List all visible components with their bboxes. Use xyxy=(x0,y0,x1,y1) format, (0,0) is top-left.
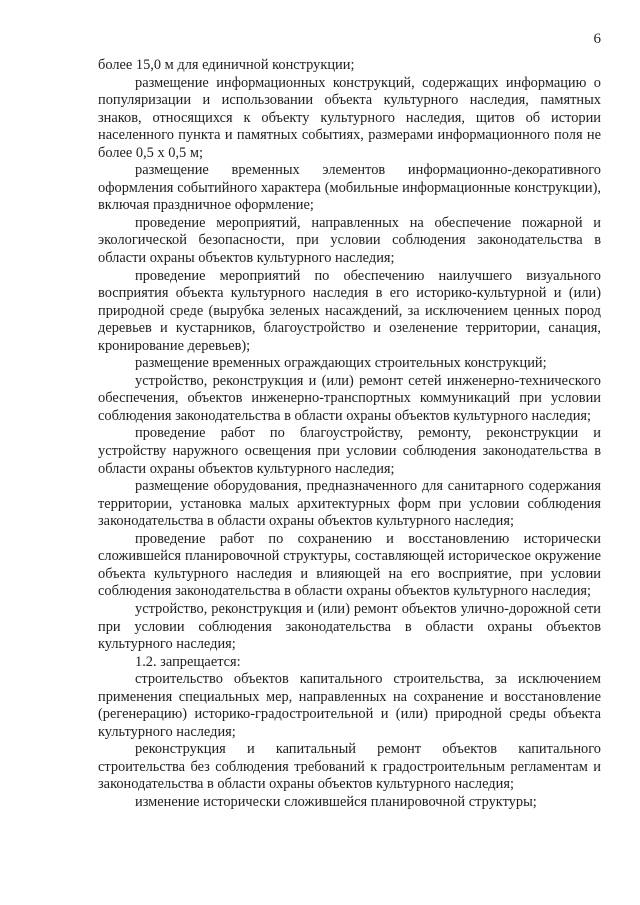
paragraph-reconstruction-repair: реконструкция и капитальный ремонт объектов капитального строительства без соблюдения требований к градостроительным регламентам и законодательства в области охраны объектов культурного наследия; xyxy=(98,741,601,793)
paragraph-fire-ecology-safety: проведение мероприятий, направленных на обеспечение пожарной и экологической безопасности, при условии соблюдения законодательства в области охраны объектов культурного наследия; xyxy=(98,214,601,267)
paragraph-temporary-fences: размещение временных ограждающих строительных конструкций; xyxy=(135,355,547,372)
page-number: 6 xyxy=(593,31,601,47)
paragraph-lighting-works: проведение работ по благоустройству, ремонту, реконструкции и устройству наружного освещения при условии соблюдения законодательства в области охраны объектов культурного наследия; xyxy=(98,425,601,477)
paragraph-temporary-decoration: размещение временных элементов информационно-декоративного оформления событийного характера (мобильные информационные конструкции), включая праздничное оформление; xyxy=(98,162,601,214)
document-body xyxy=(98,57,601,812)
paragraph-planning-structure-restoration: проведение работ по сохранению и восстановлению исторически сложившейся планировочной структуры, составляющей историческое окружение объекта культурного наследия и влияющей на его восприятие, при условии соблюдения законодательства в области охраны объектов культурного наследия; xyxy=(98,530,601,600)
paragraph-sanitary-equipment: размещение оборудования, предназначенного для санитарного содержания территории, установка малых архитектурных форм при условии соблюдения законодательства в области охраны объектов культурного наследия; xyxy=(98,478,601,530)
paragraph-road-network: устройство, реконструкция и (или) ремонт объектов улично-дорожной сети при условии соблюдения законодательства в области охраны объектов культурного наследия; xyxy=(98,600,601,653)
paragraph-info-constructions: размещение информационных конструкций, содержащих информацию о популяризации и использовании объекта культурного наследия, памятных знаков, относящихся к объекту культурного наследия, щитов об истории населенного пункта и памятных событиях, размерами информационного поля не более 0,5 х 0,5 м; xyxy=(98,74,601,161)
paragraph-engineering-networks: устройство, реконструкция и (или) ремонт сетей инженерно-технического обеспечения, объектов инженерно-транспортных коммуникаций при условии соблюдения законодательства в области охраны объектов культурного наследия; xyxy=(98,372,601,424)
paragraph-planning-structure-change: изменение исторически сложившейся планировочной структуры; xyxy=(135,793,537,810)
paragraph-visual-perception: проведение мероприятий по обеспечению наилучшего визуального восприятия объекта культурного наследия в его историко-культурной и (или) природной среде (вырубка зеленых насаждений, за исключением ценных пород деревьев и кустарников, благоустройство и озеленение территории, санация, кронирование деревьев); xyxy=(98,267,601,354)
section-heading-prohibited: 1.2. запрещается: xyxy=(135,653,241,670)
paragraph-capital-construction: строительство объектов капитального строительства, за исключением применения специальных мер, направленных на сохранение и восстановление (регенерацию) историко-градостроительной и (или) природной среды объекта культурного наследия; xyxy=(98,671,601,740)
paragraph-continuation: более 15,0 м для единичной конструкции; xyxy=(98,57,355,73)
